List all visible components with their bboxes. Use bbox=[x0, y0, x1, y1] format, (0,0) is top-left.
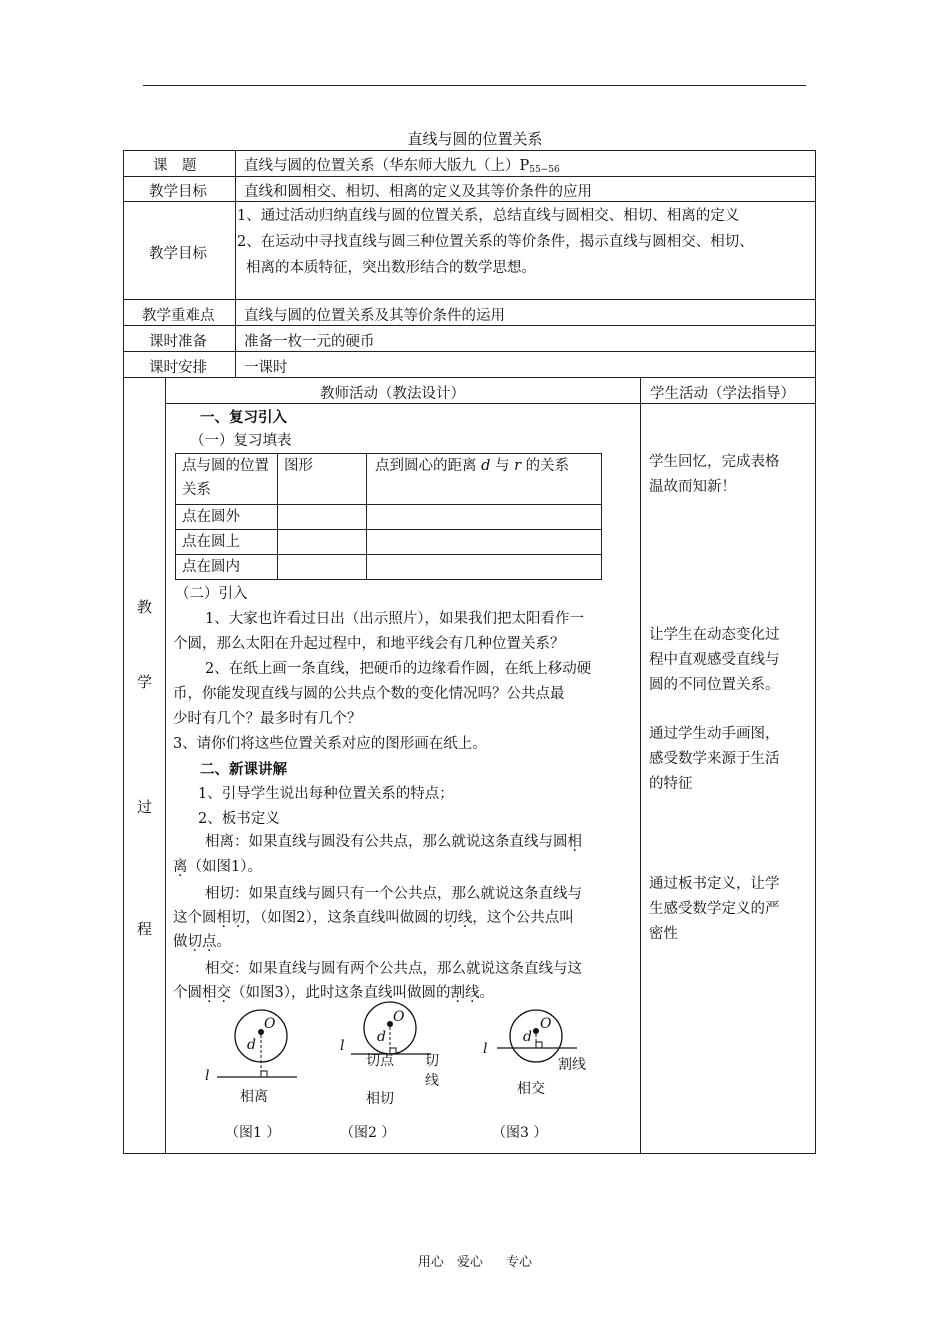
goal2-line-3: 相离的本质特征，突出数形结合的数学思想。 bbox=[246, 260, 536, 276]
teacher-header: 教师活动（教法设计） bbox=[320, 386, 465, 402]
fig3-right-angle bbox=[536, 1042, 542, 1048]
sec2-item-1: 1、引导学生说出每种位置关系的特点； bbox=[198, 786, 454, 802]
q2-line-2: 币，你能发现直线与圆的公共点个数的变化情况吗？公共点最 bbox=[173, 686, 565, 702]
fig2-line-b: 线 bbox=[425, 1073, 439, 1089]
def-tangent-line-1: 相切：如果直线与圆只有一个公共点，那么就说这条直线与 bbox=[205, 886, 582, 902]
goal2-label: 教学目标 bbox=[149, 246, 207, 262]
side-char-3: 过 bbox=[137, 798, 153, 816]
fig1-right-angle bbox=[261, 1071, 267, 1077]
prep-label: 课时准备 bbox=[149, 334, 207, 350]
q3: 3、请你们将这些位置关系对应的图形画在纸上。 bbox=[173, 736, 487, 752]
q2-line-1: 2、在纸上画一条直线，把硬币的边缘看作圆，在纸上移动硬 bbox=[205, 661, 592, 677]
fill-table-header-3: 点到圆心的距离 d 与 r 的关系 bbox=[367, 454, 602, 505]
student-note-2: 让学生在动态变化过 程中直观感受直线与 圆的不同位置关系。 bbox=[649, 627, 780, 693]
topic-label: 课 题 bbox=[153, 158, 197, 174]
def-tangent-line-2: 这个圆相切，（如图2），这条直线叫做圆的切线，这个公共点叫 bbox=[173, 910, 574, 926]
fig2-point: 切点 bbox=[366, 1053, 394, 1069]
fig1-o: O bbox=[264, 1016, 276, 1032]
fig1-d: d bbox=[247, 1037, 256, 1053]
goal2-line-1: 1、通过活动归纳直线与圆的位置关系，总结直线与圆相交、相切、相离的定义 bbox=[237, 208, 740, 224]
sec1-title: 一、复习引入 bbox=[200, 409, 287, 426]
student-note-4: 通过板书定义，让学 生感受数学定义的严 密性 bbox=[649, 876, 780, 942]
fig1-caption: （图1 ） bbox=[225, 1125, 281, 1141]
fig1-l: l bbox=[205, 1068, 210, 1084]
fig3-secant: 割线 bbox=[558, 1057, 586, 1073]
def-intersect-line-1: 相交：如果直线与圆有两个公共点，那么就说这条直线与这 bbox=[205, 961, 582, 977]
goal1-label: 教学目标 bbox=[149, 184, 207, 200]
schedule-value: 一课时 bbox=[244, 360, 288, 376]
goal1-value: 直线和圆相交、相切、相离的定义及其等价条件的应用 bbox=[244, 184, 592, 200]
schedule-label: 课时安排 bbox=[149, 360, 207, 376]
topic-value: 直线与圆的位置关系（华东师大版九（上）$P_{55-56}$ bbox=[244, 158, 560, 175]
fig3-caption: （图3 ） bbox=[492, 1125, 548, 1141]
def-apart-line-2: 离（如图1）。 bbox=[173, 859, 262, 875]
sec1-sub2: （二）引入 bbox=[175, 586, 248, 602]
def-intersect-line-2: 个圆相交（如图3），此时这条直线叫做圆的割线。 bbox=[173, 985, 494, 1001]
goal2-line-2: 2、在运动中寻找直线与圆三种位置关系的等价条件，揭示直线与圆相交、相切、 bbox=[237, 234, 754, 250]
student-note-1: 学生回忆，完成表格 温故而知新！ bbox=[649, 454, 780, 495]
fill-table-row: 点在圆内 bbox=[176, 555, 278, 580]
sec2-title: 二、新课讲解 bbox=[200, 761, 287, 778]
fig2-l: l bbox=[340, 1038, 345, 1054]
footer: 用心 爱心 专心 bbox=[417, 1255, 533, 1270]
def-apart-line-1: 相离：如果直线与圆没有公共点，那么就说这条直线与圆相 bbox=[205, 834, 582, 850]
fill-table-header-1: 点与圆的位置关系 bbox=[176, 454, 278, 505]
sec2-item-2: 2、板书定义 bbox=[198, 811, 280, 827]
header-rule bbox=[143, 85, 806, 86]
q1-line-1: 1、大家也许看过日出（出示照片），如果我们把太阳看作一 bbox=[205, 611, 584, 627]
prep-value: 准备一枚一元的硬币 bbox=[244, 334, 375, 350]
fill-table-header-2: 图形 bbox=[278, 454, 367, 505]
side-char-1: 教 bbox=[137, 598, 153, 616]
student-header: 学生活动（学法指导） bbox=[650, 386, 795, 402]
fig3-l: l bbox=[483, 1041, 488, 1057]
side-char-2: 学 bbox=[137, 673, 153, 691]
fig3-o: O bbox=[540, 1016, 552, 1032]
fig2-name: 相切 bbox=[366, 1091, 394, 1107]
q2-line-3: 少时有几个？最多时有几个？ bbox=[173, 711, 362, 727]
key-value: 直线与圆的位置关系及其等价条件的运用 bbox=[244, 308, 505, 324]
q1-line-2: 个圆，那么太阳在升起过程中，和地平线会有几种位置关系？ bbox=[173, 636, 565, 652]
student-note-3: 通过学生动手画图， 感受数学来源于生活 的特征 bbox=[649, 726, 780, 792]
fig3-d: d bbox=[523, 1029, 532, 1045]
def-tangent-line-3: 做切点。 bbox=[173, 934, 231, 950]
fig2-line-a: 切 bbox=[425, 1053, 439, 1069]
fig1-name: 相离 bbox=[240, 1089, 268, 1105]
key-label: 教学重难点 bbox=[142, 308, 215, 324]
sec1-sub1: （一）复习填表 bbox=[190, 433, 292, 449]
fig3-name: 相交 bbox=[517, 1081, 545, 1097]
fig2-o: O bbox=[393, 1009, 405, 1025]
fill-table bbox=[175, 453, 602, 580]
fill-table-row: 点在圆外 bbox=[176, 505, 278, 530]
fig2-caption: （图2 ） bbox=[340, 1125, 396, 1141]
fill-table-row: 点在圆上 bbox=[176, 530, 278, 555]
side-char-4: 程 bbox=[137, 920, 153, 938]
fig2-d: d bbox=[377, 1029, 386, 1045]
fig3-center bbox=[533, 1028, 539, 1034]
page-title: 直线与圆的位置关系 bbox=[407, 130, 543, 148]
